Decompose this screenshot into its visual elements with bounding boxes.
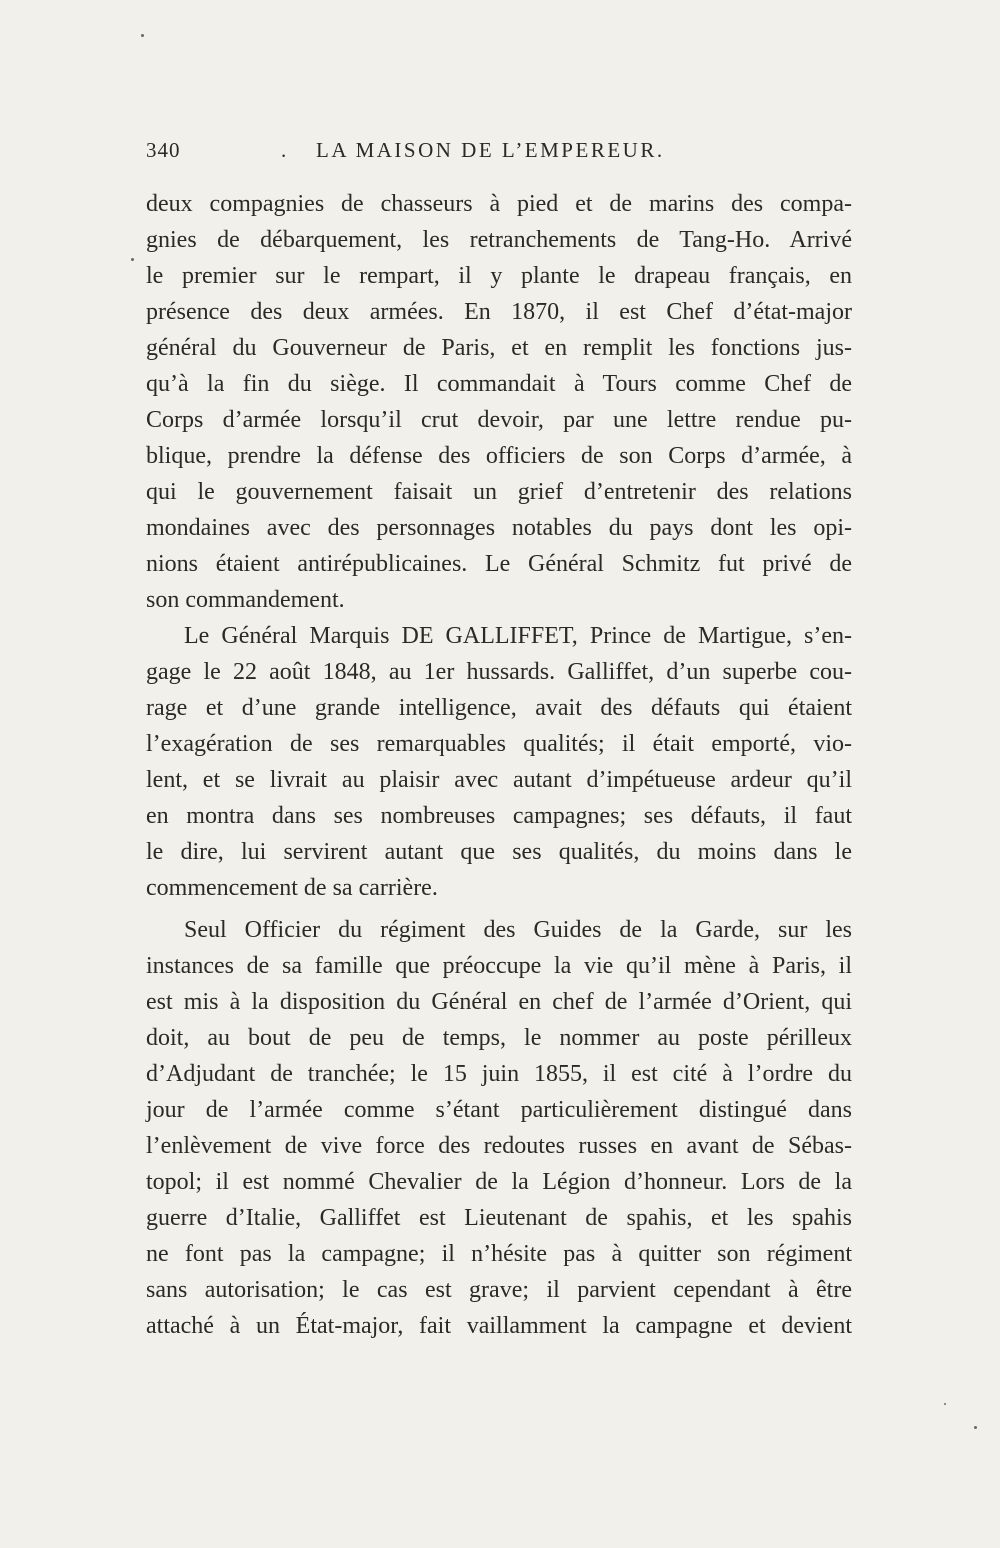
text-line: rage et d’une grande intelligence, avait des défauts qui étaient	[146, 695, 852, 721]
text-line: Le Général Marquis DE GALLIFFET, Prince de Martigue, s’en-	[184, 623, 852, 649]
text-line: topol; il est nommé Chevalier de la Légion d’honneur. Lors de la	[146, 1169, 852, 1195]
text-line: en montra dans ses nombreuses campagnes; ses défauts, il faut	[146, 803, 852, 829]
text-line: qu’à la fin du siège. Il commandait à Tours comme Chef de	[146, 371, 852, 397]
running-head	[146, 138, 852, 172]
text-line: lent, et se livrait au plaisir avec autant d’impétueuse ardeur qu’il	[146, 767, 852, 793]
text-line: d’Adjudant de tranchée; le 15 juin 1855, il est cité à l’ordre du	[146, 1061, 852, 1087]
text-line: son commandement.	[146, 587, 345, 613]
text-line: général du Gouverneur de Paris, et en remplit les fonctions jus-	[146, 335, 852, 361]
text-line: qui le gouvernement faisait un grief d’entretenir des relations	[146, 479, 852, 505]
page-number: 340	[146, 138, 181, 162]
text-line: sans autorisation; le cas est grave; il parvient cependant à être	[146, 1277, 852, 1303]
text-line: Corps d’armée lorsqu’il crut devoir, par une lettre rendue pu-	[146, 407, 852, 433]
text-line: doit, au bout de peu de temps, le nommer au poste périlleux	[146, 1025, 852, 1051]
text-line: gage le 22 août 1848, au 1er hussards. Galliffet, d’un superbe cou-	[146, 659, 852, 685]
running-head-dot: .	[281, 138, 288, 162]
text-line: le dire, lui servirent autant que ses qualités, du moins dans le	[146, 839, 852, 865]
text-line: l’enlèvement de vive force des redoutes russes en avant de Sébas-	[146, 1133, 852, 1159]
text-line: l’exagération de ses remarquables qualités; il était emporté, vio-	[146, 731, 852, 757]
text-line: est mis à la disposition du Général en chef de l’armée d’Orient, qui	[146, 989, 852, 1015]
text-line: jour de l’armée comme s’étant particulièrement distingué dans	[146, 1097, 852, 1123]
running-head-title: LA MAISON DE L’EMPEREUR.	[316, 138, 665, 162]
text-line: instances de sa famille que préoccupe la vie qu’il mène à Paris, il	[146, 953, 852, 979]
text-line: nions étaient antirépublicaines. Le Général Schmitz fut privé de	[146, 551, 852, 577]
text-line: Seul Officier du régiment des Guides de la Garde, sur les	[184, 917, 852, 943]
text-line: présence des deux armées. En 1870, il est Chef d’état-major	[146, 299, 852, 325]
text-line: commencement de sa carrière.	[146, 875, 438, 901]
text-line: attaché à un État-major, fait vaillamment la campagne et devient	[146, 1313, 852, 1339]
text-line: guerre d’Italie, Galliffet est Lieutenant de spahis, et les spahis	[146, 1205, 852, 1231]
text-line: gnies de débarquement, les retranchements de Tang-Ho. Arrivé	[146, 227, 852, 253]
text-line: ne font pas la campagne; il n’hésite pas à quitter son régiment	[146, 1241, 852, 1267]
paper-speck	[131, 258, 134, 261]
text-line: le premier sur le rempart, il y plante le drapeau français, en	[146, 263, 852, 289]
text-line: deux compagnies de chasseurs à pied et de marins des compa-	[146, 191, 852, 217]
paper-speck	[944, 1403, 946, 1405]
text-line: mondaines avec des personnages notables du pays dont les opi-	[146, 515, 852, 541]
text-line: blique, prendre la défense des officiers de son Corps d’armée, à	[146, 443, 852, 469]
paper-speck	[974, 1426, 977, 1429]
paper-speck	[141, 34, 144, 37]
